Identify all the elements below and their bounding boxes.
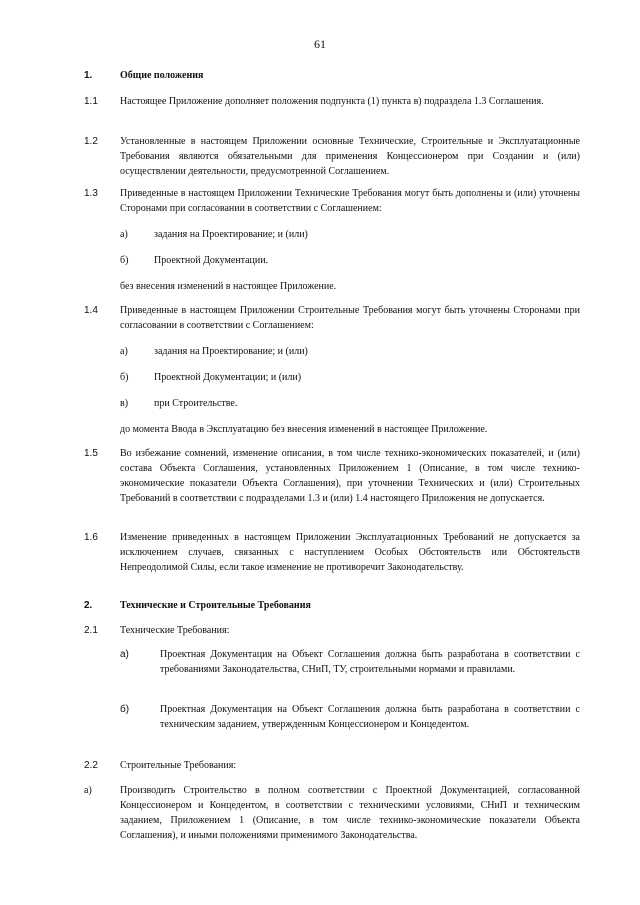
clause-number: 1.3 bbox=[84, 188, 98, 199]
list-item-label: а) bbox=[120, 649, 129, 660]
page-number: 61 bbox=[314, 37, 326, 51]
clause-tail: до момента Ввода в Эксплуатацию без внесения изменений в настоящее Приложение. bbox=[120, 424, 488, 435]
clause-text: Установленные в настоящем Приложении основные Технические, Строительные и Эксплуатационные Требования являются обязательными для применения Концессионером при Создании и (или) осуществлении деятельности, предусмотренной Соглашением. bbox=[120, 136, 580, 177]
clause-tail: без внесения изменений в настоящее Приложение. bbox=[120, 281, 337, 292]
section-number: 2. bbox=[84, 600, 93, 611]
list-item-label: б) bbox=[120, 704, 130, 715]
clause-number: 1.1 bbox=[84, 96, 98, 107]
list-item-text: Проектная Документация на Объект Соглашения должна быть разработана в соответствии с требованиями Законодательства, СНиП, ТУ, строительными нормами и правилами. bbox=[160, 649, 580, 675]
list-item-text: при Строительстве. bbox=[154, 398, 238, 409]
clause-text: Настоящее Приложение дополняет положения подпункта (1) пункта в) подраздела 1.3 Соглашения. bbox=[120, 96, 544, 107]
section-number: 1. bbox=[84, 70, 93, 81]
clause-number: 1.4 bbox=[84, 305, 98, 316]
list-item-label: в) bbox=[120, 398, 129, 409]
clause-text: Строительные Требования: bbox=[120, 760, 237, 771]
list-item-label: б) bbox=[120, 372, 129, 383]
list-item-text: Проектная Документация на Объект Соглашения должна быть разработана в соответствии с техническим заданием, утвержденным Концессионером и Концедентом. bbox=[160, 704, 580, 730]
section-title: Общие положения bbox=[120, 70, 204, 81]
clause-text: Изменение приведенных в настоящем Приложении Эксплуатационных Требований не допускается за исключением случаев, связанных с наступлением Особых Обстоятельств или Обстоятельств Непреодолимой Силы, если такое изменение не противоречит Законодательству. bbox=[120, 532, 580, 573]
list-item-label: а) bbox=[120, 346, 128, 357]
list-item-label: а) bbox=[84, 785, 92, 796]
clause-number: 1.5 bbox=[84, 448, 98, 459]
clause-text: Приведенные в настоящем Приложении Строительные Требования могут быть уточнены Сторонами при согласовании в соответствии с Соглашением: bbox=[120, 305, 580, 331]
clause-number: 2.2 bbox=[84, 760, 98, 771]
clause-text: Технические Требования: bbox=[120, 625, 230, 636]
list-item-text: Проектной Документации. bbox=[154, 255, 269, 266]
list-item-text: задания на Проектирование; и (или) bbox=[154, 346, 308, 357]
clause-text: Приведенные в настоящем Приложении Технические Требования могут быть дополнены и (или) уточнены Сторонами при согласовании в соответствии с Соглашением: bbox=[120, 188, 580, 214]
list-item-text: Проектной Документации; и (или) bbox=[154, 372, 302, 383]
section-title: Технические и Строительные Требования bbox=[120, 600, 311, 611]
clause-text: Во избежание сомнений, изменение описания, в том числе технико-экономических показателей, и (или) состава Объекта Соглашения, установленных Приложением 1 (Описание, в том числе технико-экономические показатели Объекта Соглашения), при уточнении Технических и (или) Строительных Требований в соответствии с подразделами 1.3 и (или) 1.4 настоящего Приложения не допускается. bbox=[120, 448, 580, 504]
list-item-text: Производить Строительство в полном соответствии с Проектной Документацией, согласованной Концессионером и Концедентом, в соответствии с техническими условиями, СНиП и техническим заданием, Приложением 1 (Описание, в том числе технико-экономические показатели Объекта Соглашения), и иными положениями применимого Законодательства. bbox=[120, 785, 580, 841]
list-item-label: б) bbox=[120, 255, 129, 266]
clause-number: 2.1 bbox=[84, 625, 98, 636]
list-item-text: задания на Проектирование; и (или) bbox=[154, 229, 308, 240]
list-item-label: а) bbox=[120, 229, 128, 240]
clause-number: 1.2 bbox=[84, 136, 98, 147]
clause-number: 1.6 bbox=[84, 532, 98, 543]
